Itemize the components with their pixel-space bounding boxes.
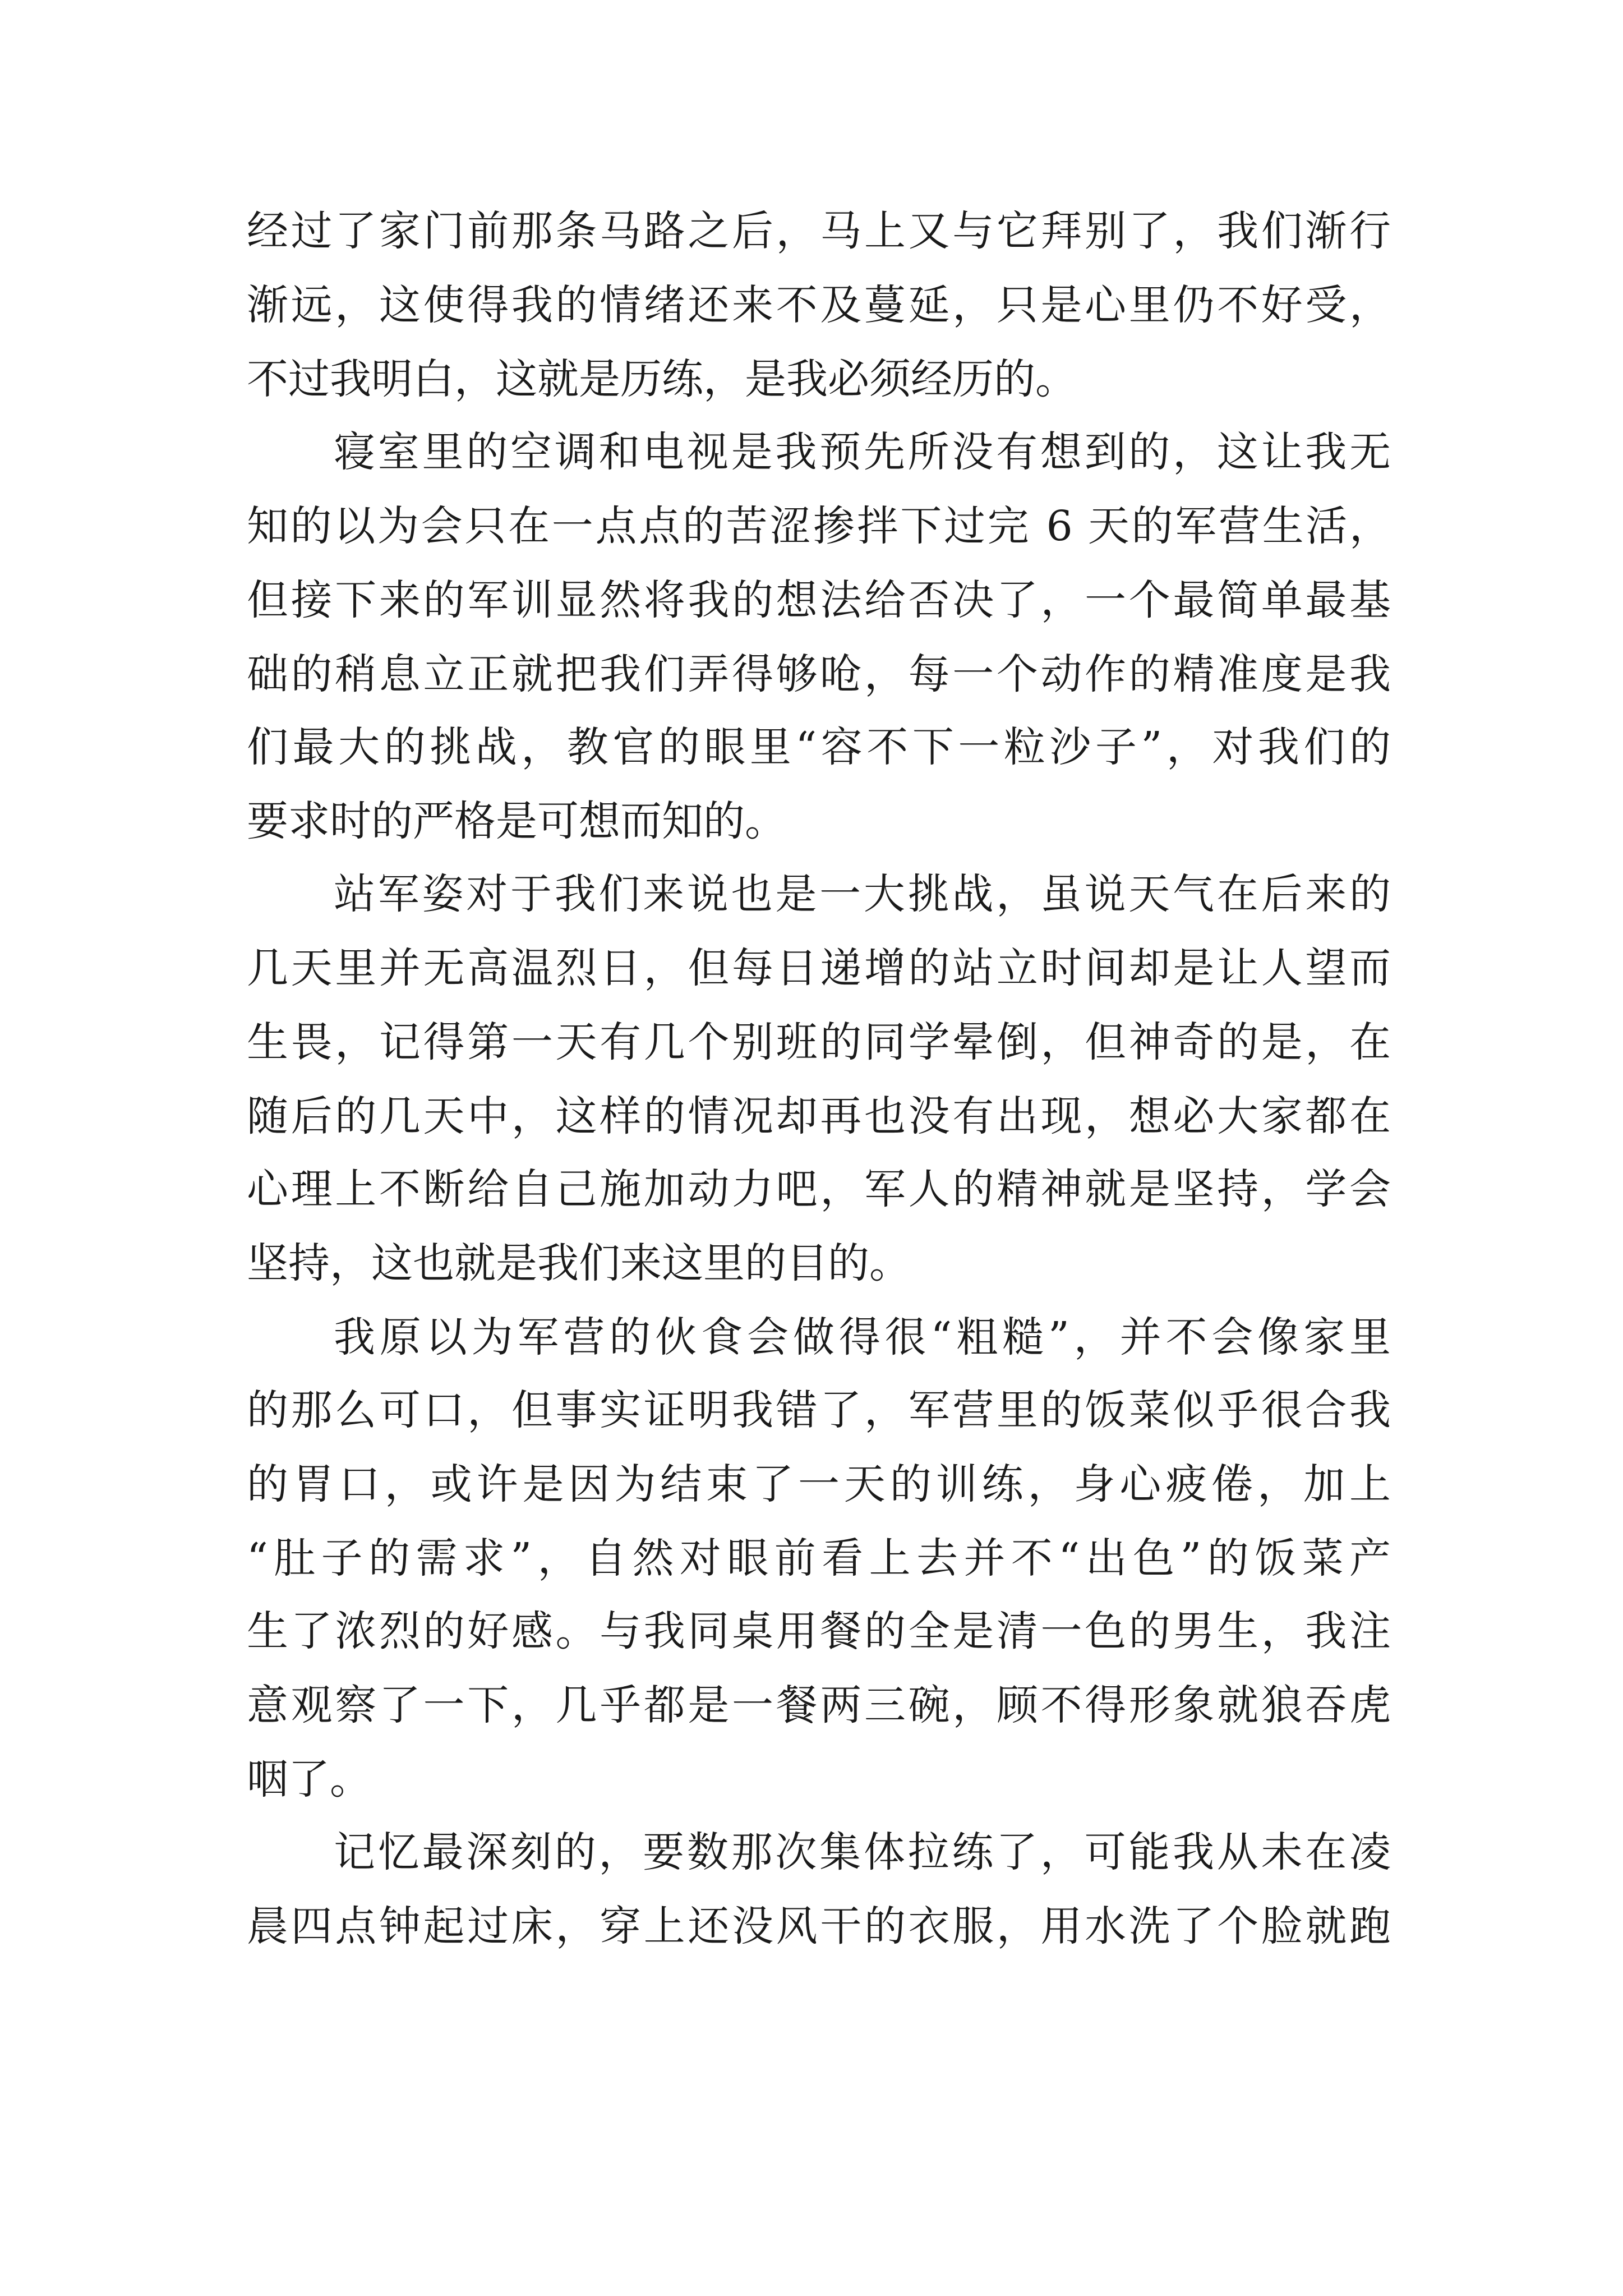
text-line: 随后的几天中，这样的情况却再也没有出现，想必大家都在	[247, 1092, 1391, 1140]
text-line: 咽了。	[247, 1755, 371, 1803]
text-line: 们最大的挑战，教官的眼里“容不下一粒沙子”，对我们的	[247, 723, 1391, 771]
text-line: 不过我明白，这就是历练，是我必须经历的。	[247, 355, 1077, 403]
text-line: 础的稍息立正就把我们弄得够呛，每一个动作的精准度是我	[247, 650, 1391, 698]
text-line: 生畏，记得第一天有几个别班的同学晕倒，但神奇的是，在	[247, 1018, 1391, 1066]
text-line: 渐远，这使得我的情绪还来不及蔓延，只是心里仍不好受，	[247, 281, 1391, 329]
text-line: 意观察了一下，几乎都是一餐两三碗，顾不得形象就狼吞虎	[247, 1681, 1391, 1729]
text-line: 但接下来的军训显然将我的想法给否决了，一个最简单最基	[247, 576, 1391, 624]
text-line: 心理上不断给自己施加动力吧，军人的精神就是坚持，学会	[247, 1165, 1391, 1213]
text-line: 要求时的严格是可想而知的。	[247, 797, 786, 845]
text-line: 生了浓烈的好感。与我同桌用餐的全是清一色的男生，我注	[247, 1607, 1391, 1655]
paragraph-first-line: 站军姿对于我们来说也是一大挑战，虽说天气在后来的	[334, 870, 1391, 918]
text-line: 的那么可口，但事实证明我错了，军营里的饭菜似乎很合我	[247, 1386, 1391, 1434]
text-line: 几天里并无高温烈日，但每日递增的站立时间却是让人望而	[247, 944, 1391, 992]
paragraph-first-line: 我原以为军营的伙食会做得很“粗糙”，并不会像家里	[334, 1313, 1391, 1361]
paragraph-first-line: 记忆最深刻的，要数那次集体拉练了，可能我从未在凌	[334, 1828, 1391, 1876]
text-line: 晨四点钟起过床，穿上还没风干的衣服，用水洗了个脸就跑	[247, 1902, 1391, 1950]
text-line: 知的以为会只在一点点的苦涩掺拌下过完 6 天的军营生活，	[247, 502, 1391, 550]
text-line: 坚持，这也就是我们来这里的目的。	[247, 1239, 911, 1287]
text-line: “肚子的需求”，自然对眼前看上去并不“出色”的饭菜产	[247, 1534, 1391, 1582]
paragraph-first-line: 寝室里的空调和电视是我预先所没有想到的，这让我无	[334, 428, 1391, 476]
text-line: 经过了家门前那条马路之后，马上又与它拜别了，我们渐行	[247, 207, 1391, 255]
text-line: 的胃口，或许是因为结束了一天的训练，身心疲倦，加上	[247, 1460, 1391, 1508]
